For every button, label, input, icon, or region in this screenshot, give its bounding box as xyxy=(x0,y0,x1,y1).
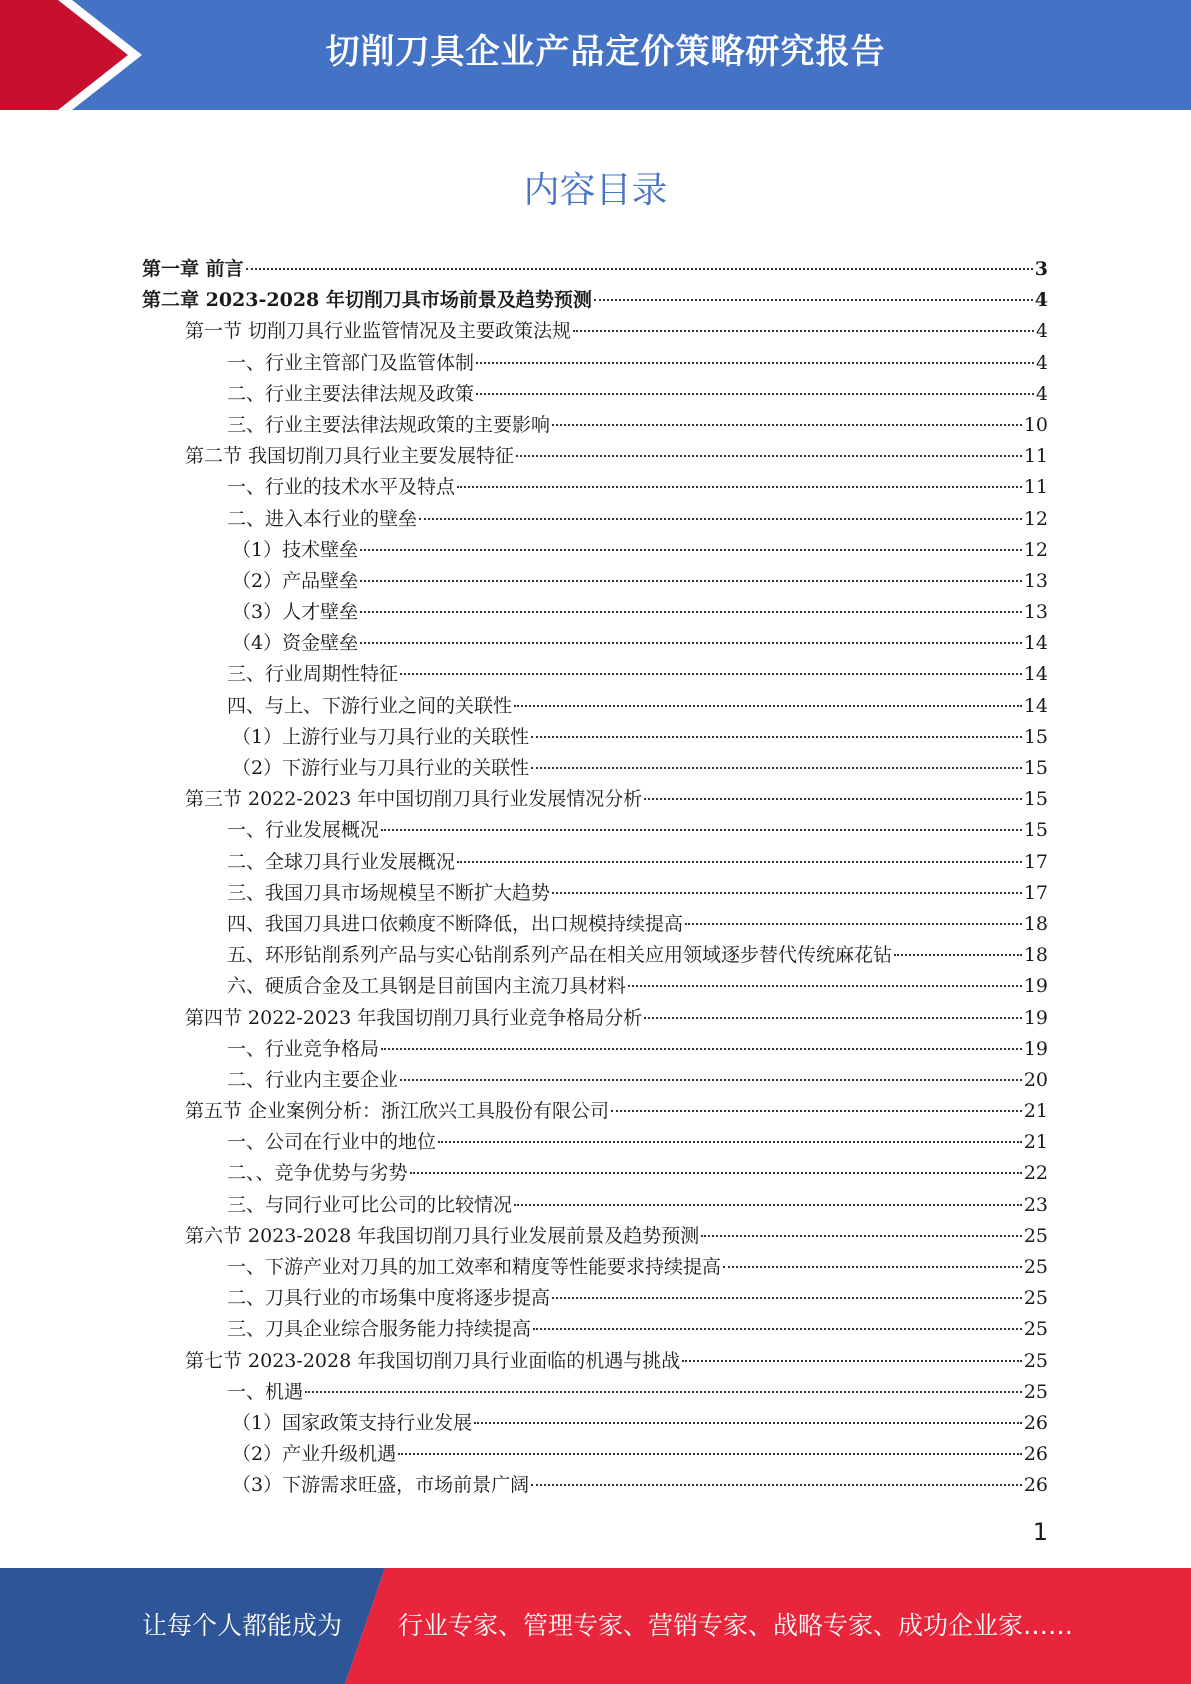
toc-entry-page: 14 xyxy=(1023,694,1048,717)
dot-leader xyxy=(894,954,1022,956)
toc-entry-page: 17 xyxy=(1023,850,1048,873)
toc-entry[interactable] xyxy=(142,940,1048,971)
toc-entry[interactable] xyxy=(142,628,1048,659)
toc-entry[interactable] xyxy=(142,1065,1048,1096)
toc-entry-page: 18 xyxy=(1023,912,1048,935)
dot-leader xyxy=(573,330,1034,332)
toc-entry[interactable] xyxy=(142,1003,1048,1034)
toc-entry[interactable] xyxy=(142,1314,1048,1345)
toc-entry-title: 一、下游产业对刀具的加工效率和精度等性能要求持续提高 xyxy=(227,1256,722,1278)
toc-entry-title: 第四节 2022-2023 年我国切削刀具行业竞争格局分析 xyxy=(185,1006,643,1029)
toc-entry-title: 第一章 前言 xyxy=(142,258,244,280)
dot-leader xyxy=(398,1453,1022,1455)
toc-entry-page: 12 xyxy=(1023,538,1048,561)
toc-entry-page: 4 xyxy=(1035,320,1048,343)
dot-leader xyxy=(438,1141,1022,1143)
toc-entry-title: 第七节 2023-2028 年我国切削刀具行业面临的机遇与挑战 xyxy=(185,1349,681,1372)
toc-entry-title: 四、与上、下游行业之间的关联性 xyxy=(227,694,513,717)
toc-entry-title: 第五节 企业案例分析：浙江欣兴工具股份有限公司 xyxy=(185,1100,610,1123)
toc-entry[interactable] xyxy=(142,472,1048,503)
dot-leader xyxy=(305,1391,1022,1393)
toc-entry-page: 19 xyxy=(1023,1037,1048,1060)
dot-leader xyxy=(531,767,1022,769)
dot-leader xyxy=(644,798,1022,800)
dot-leader xyxy=(381,1048,1022,1050)
dot-leader xyxy=(360,642,1022,644)
toc-entry-title: （4）资金壁垒 xyxy=(232,632,359,655)
toc-entry-page: 26 xyxy=(1023,1474,1048,1497)
toc-entry-page: 10 xyxy=(1023,413,1048,436)
toc-entry-page: 3 xyxy=(1034,258,1048,280)
toc-entry-page: 15 xyxy=(1023,788,1048,811)
dot-leader xyxy=(400,1079,1022,1081)
toc-entry-page: 25 xyxy=(1023,1318,1048,1341)
toc-entry-title: 二、行业内主要企业 xyxy=(227,1068,399,1091)
header-banner xyxy=(0,0,1191,110)
toc-entry-title: （1）技术壁垒 xyxy=(232,538,359,561)
dot-leader xyxy=(514,705,1022,707)
toc-entry[interactable] xyxy=(142,441,1048,472)
dot-leader xyxy=(685,923,1022,925)
toc-entry-page: 11 xyxy=(1023,445,1048,468)
page-number: 1 xyxy=(1032,1518,1048,1546)
report-title: 切削刀具企业产品定价策略研究报告 xyxy=(325,32,886,72)
toc-entry-page: 15 xyxy=(1023,819,1048,842)
toc-entry[interactable] xyxy=(142,379,1048,410)
dot-leader xyxy=(246,268,1033,270)
dot-leader xyxy=(476,362,1034,364)
toc-entry-title: 三、行业周期性特征 xyxy=(227,663,399,686)
toc-entry[interactable] xyxy=(142,722,1048,753)
toc-entry[interactable] xyxy=(142,316,1048,347)
toc-entry[interactable] xyxy=(142,597,1048,628)
dot-leader xyxy=(701,1235,1022,1237)
toc-entry-title: （1）上游行业与刀具行业的关联性 xyxy=(232,725,530,748)
toc-entry-title: 第二章 2023-2028 年切削刀具市场前景及趋势预测 xyxy=(142,289,592,312)
toc-entry-page: 25 xyxy=(1023,1224,1048,1247)
toc-entry-page: 25 xyxy=(1023,1349,1048,1372)
dot-leader xyxy=(644,1017,1022,1019)
toc-entry-title: 二、进入本行业的壁垒 xyxy=(227,507,418,530)
table-of-contents xyxy=(142,254,1048,1502)
toc-entry-title: 五、环形钻削系列产品与实心钻削系列产品在相关应用领域逐步替代传统麻花钻 xyxy=(227,944,893,967)
toc-entry[interactable] xyxy=(142,1096,1048,1127)
toc-entry[interactable] xyxy=(142,1158,1048,1189)
dot-leader xyxy=(476,393,1034,395)
toc-entry-title: 一、行业发展概况 xyxy=(227,819,380,842)
dot-leader xyxy=(360,549,1022,551)
footer-slogan-right: 行业专家、管理专家、营销专家、战略专家、成功企业家…… xyxy=(398,1611,1074,1640)
toc-entry-title: 第六节 2023-2028 年我国切削刀具行业发展前景及趋势预测 xyxy=(185,1224,700,1247)
dot-leader xyxy=(516,455,1022,457)
toc-entry[interactable] xyxy=(142,1221,1048,1252)
toc-entry-title: 第二节 我国切削刀具行业主要发展特征 xyxy=(185,445,515,468)
footer-slogan-left: 让每个人都能成为 xyxy=(142,1611,343,1640)
toc-entry-title: 六、硬质合金及工具钢是目前国内主流刀具材料 xyxy=(227,975,627,998)
toc-entry-title: 二、、竞争优势与劣势 xyxy=(227,1162,408,1185)
toc-entry-page: 17 xyxy=(1023,881,1048,904)
toc-entry-page: 11 xyxy=(1023,476,1048,499)
toc-entry[interactable] xyxy=(142,909,1048,940)
toc-entry[interactable] xyxy=(142,847,1048,878)
toc-entry[interactable] xyxy=(142,1346,1048,1377)
toc-entry-title: 第三节 2022-2023 年中国切削刀具行业发展情况分析 xyxy=(185,788,643,811)
dot-leader xyxy=(594,299,1033,301)
toc-entry[interactable] xyxy=(142,1408,1048,1439)
toc-entry-page: 14 xyxy=(1023,632,1048,655)
toc-entry[interactable] xyxy=(142,285,1048,316)
toc-entry-title: 三、行业主要法律法规政策的主要影响 xyxy=(227,413,551,436)
toc-entry-title: （2）产品壁垒 xyxy=(232,569,359,592)
toc-entry-page: 19 xyxy=(1023,975,1048,998)
toc-entry[interactable] xyxy=(142,1190,1048,1221)
toc-entry-title: （3）人才壁垒 xyxy=(232,601,359,624)
dot-leader xyxy=(360,580,1022,582)
dot-leader xyxy=(514,1204,1022,1206)
toc-entry-page: 4 xyxy=(1035,351,1048,374)
toc-entry-title: 二、行业主要法律法规及政策 xyxy=(227,382,475,405)
toc-entry-title: 一、公司在行业中的地位 xyxy=(227,1131,437,1154)
dot-leader xyxy=(531,736,1022,738)
dot-leader xyxy=(457,486,1022,488)
dot-leader xyxy=(628,985,1022,987)
toc-entry-title: 二、刀具行业的市场集中度将逐步提高 xyxy=(227,1287,551,1310)
toc-entry[interactable] xyxy=(142,1377,1048,1408)
toc-entry-title: （3）下游需求旺盛，市场前景广阔 xyxy=(232,1474,530,1497)
toc-entry-page: 21 xyxy=(1023,1100,1048,1123)
toc-entry[interactable] xyxy=(142,659,1048,690)
toc-entry-title: 一、行业竞争格局 xyxy=(227,1037,380,1060)
toc-entry-page: 15 xyxy=(1023,725,1048,748)
toc-entry-page: 13 xyxy=(1023,569,1048,592)
toc-entry[interactable] xyxy=(142,1252,1048,1283)
toc-entry-title: 一、机遇 xyxy=(227,1380,304,1403)
toc-entry-page: 26 xyxy=(1023,1443,1048,1466)
dot-leader xyxy=(457,861,1022,863)
dot-leader xyxy=(552,892,1022,894)
dot-leader xyxy=(552,424,1022,426)
toc-entry-page: 25 xyxy=(1023,1287,1048,1310)
toc-entry[interactable] xyxy=(142,878,1048,909)
toc-entry[interactable] xyxy=(142,254,1048,285)
toc-entry-page: 18 xyxy=(1023,944,1048,967)
dot-leader xyxy=(474,1422,1022,1424)
dot-leader xyxy=(410,1172,1022,1174)
toc-entry[interactable] xyxy=(142,784,1048,815)
toc-entry-page: 20 xyxy=(1023,1068,1048,1091)
toc-entry-title: （2）下游行业与刀具行业的关联性 xyxy=(232,757,530,779)
toc-entry-page: 14 xyxy=(1023,663,1048,686)
toc-heading: 内容目录 xyxy=(523,170,668,211)
toc-entry-page: 12 xyxy=(1023,507,1048,530)
toc-entry-title: 四、我国刀具进口依赖度不断降低，出口规模持续提高 xyxy=(227,912,684,935)
chevron-arrow-icon xyxy=(0,0,160,110)
dot-leader xyxy=(381,829,1022,831)
footer-banner xyxy=(0,1568,1191,1684)
toc-entry-title: 第一节 切削刀具行业监管情况及主要政策法规 xyxy=(185,320,572,343)
toc-entry[interactable] xyxy=(142,815,1048,846)
dot-leader xyxy=(552,1297,1022,1299)
toc-entry-title: 一、行业主管部门及监管体制 xyxy=(227,351,475,374)
dot-leader xyxy=(400,673,1022,675)
toc-entry-title: 一、行业的技术水平及特点 xyxy=(227,476,456,499)
toc-entry-title: 二、全球刀具行业发展概况 xyxy=(227,850,456,873)
toc-entry-title: （1）国家政策支持行业发展 xyxy=(232,1411,473,1434)
toc-entry-page: 25 xyxy=(1023,1256,1048,1278)
toc-entry[interactable] xyxy=(142,410,1048,441)
toc-entry[interactable] xyxy=(142,1439,1048,1470)
toc-entry-title: 三、我国刀具市场规模呈不断扩大趋势 xyxy=(227,881,551,904)
toc-entry-page: 26 xyxy=(1023,1411,1048,1434)
toc-entry-page: 21 xyxy=(1023,1131,1048,1154)
dot-leader xyxy=(611,1110,1022,1112)
toc-entry-page: 23 xyxy=(1023,1193,1048,1216)
toc-entry-title: 三、刀具企业综合服务能力持续提高 xyxy=(227,1318,532,1341)
toc-entry[interactable] xyxy=(142,753,1048,784)
dot-leader xyxy=(531,1484,1022,1486)
dot-leader xyxy=(360,611,1022,613)
toc-entry[interactable] xyxy=(142,691,1048,722)
toc-entry-page: 13 xyxy=(1023,601,1048,624)
toc-entry-title: （2）产业升级机遇 xyxy=(232,1443,397,1466)
toc-entry[interactable] xyxy=(142,504,1048,535)
toc-entry-page: 22 xyxy=(1023,1162,1048,1185)
toc-entry[interactable] xyxy=(142,1127,1048,1158)
toc-entry[interactable] xyxy=(142,971,1048,1002)
toc-entry-page: 4 xyxy=(1034,289,1048,312)
dot-leader xyxy=(419,518,1022,520)
dot-leader xyxy=(533,1328,1022,1330)
toc-entry[interactable] xyxy=(142,535,1048,566)
toc-entry[interactable] xyxy=(142,1470,1048,1501)
toc-entry[interactable] xyxy=(142,1283,1048,1314)
toc-entry-page: 25 xyxy=(1023,1380,1048,1403)
dot-leader xyxy=(682,1360,1022,1362)
toc-entry[interactable] xyxy=(142,1034,1048,1065)
toc-entry-page: 19 xyxy=(1023,1006,1048,1029)
toc-entry[interactable] xyxy=(142,566,1048,597)
toc-entry-page: 4 xyxy=(1035,382,1048,405)
dot-leader xyxy=(723,1266,1022,1268)
toc-entry[interactable] xyxy=(142,348,1048,379)
toc-entry-page: 15 xyxy=(1023,757,1048,779)
toc-entry-title: 三、与同行业可比公司的比较情况 xyxy=(227,1193,513,1216)
